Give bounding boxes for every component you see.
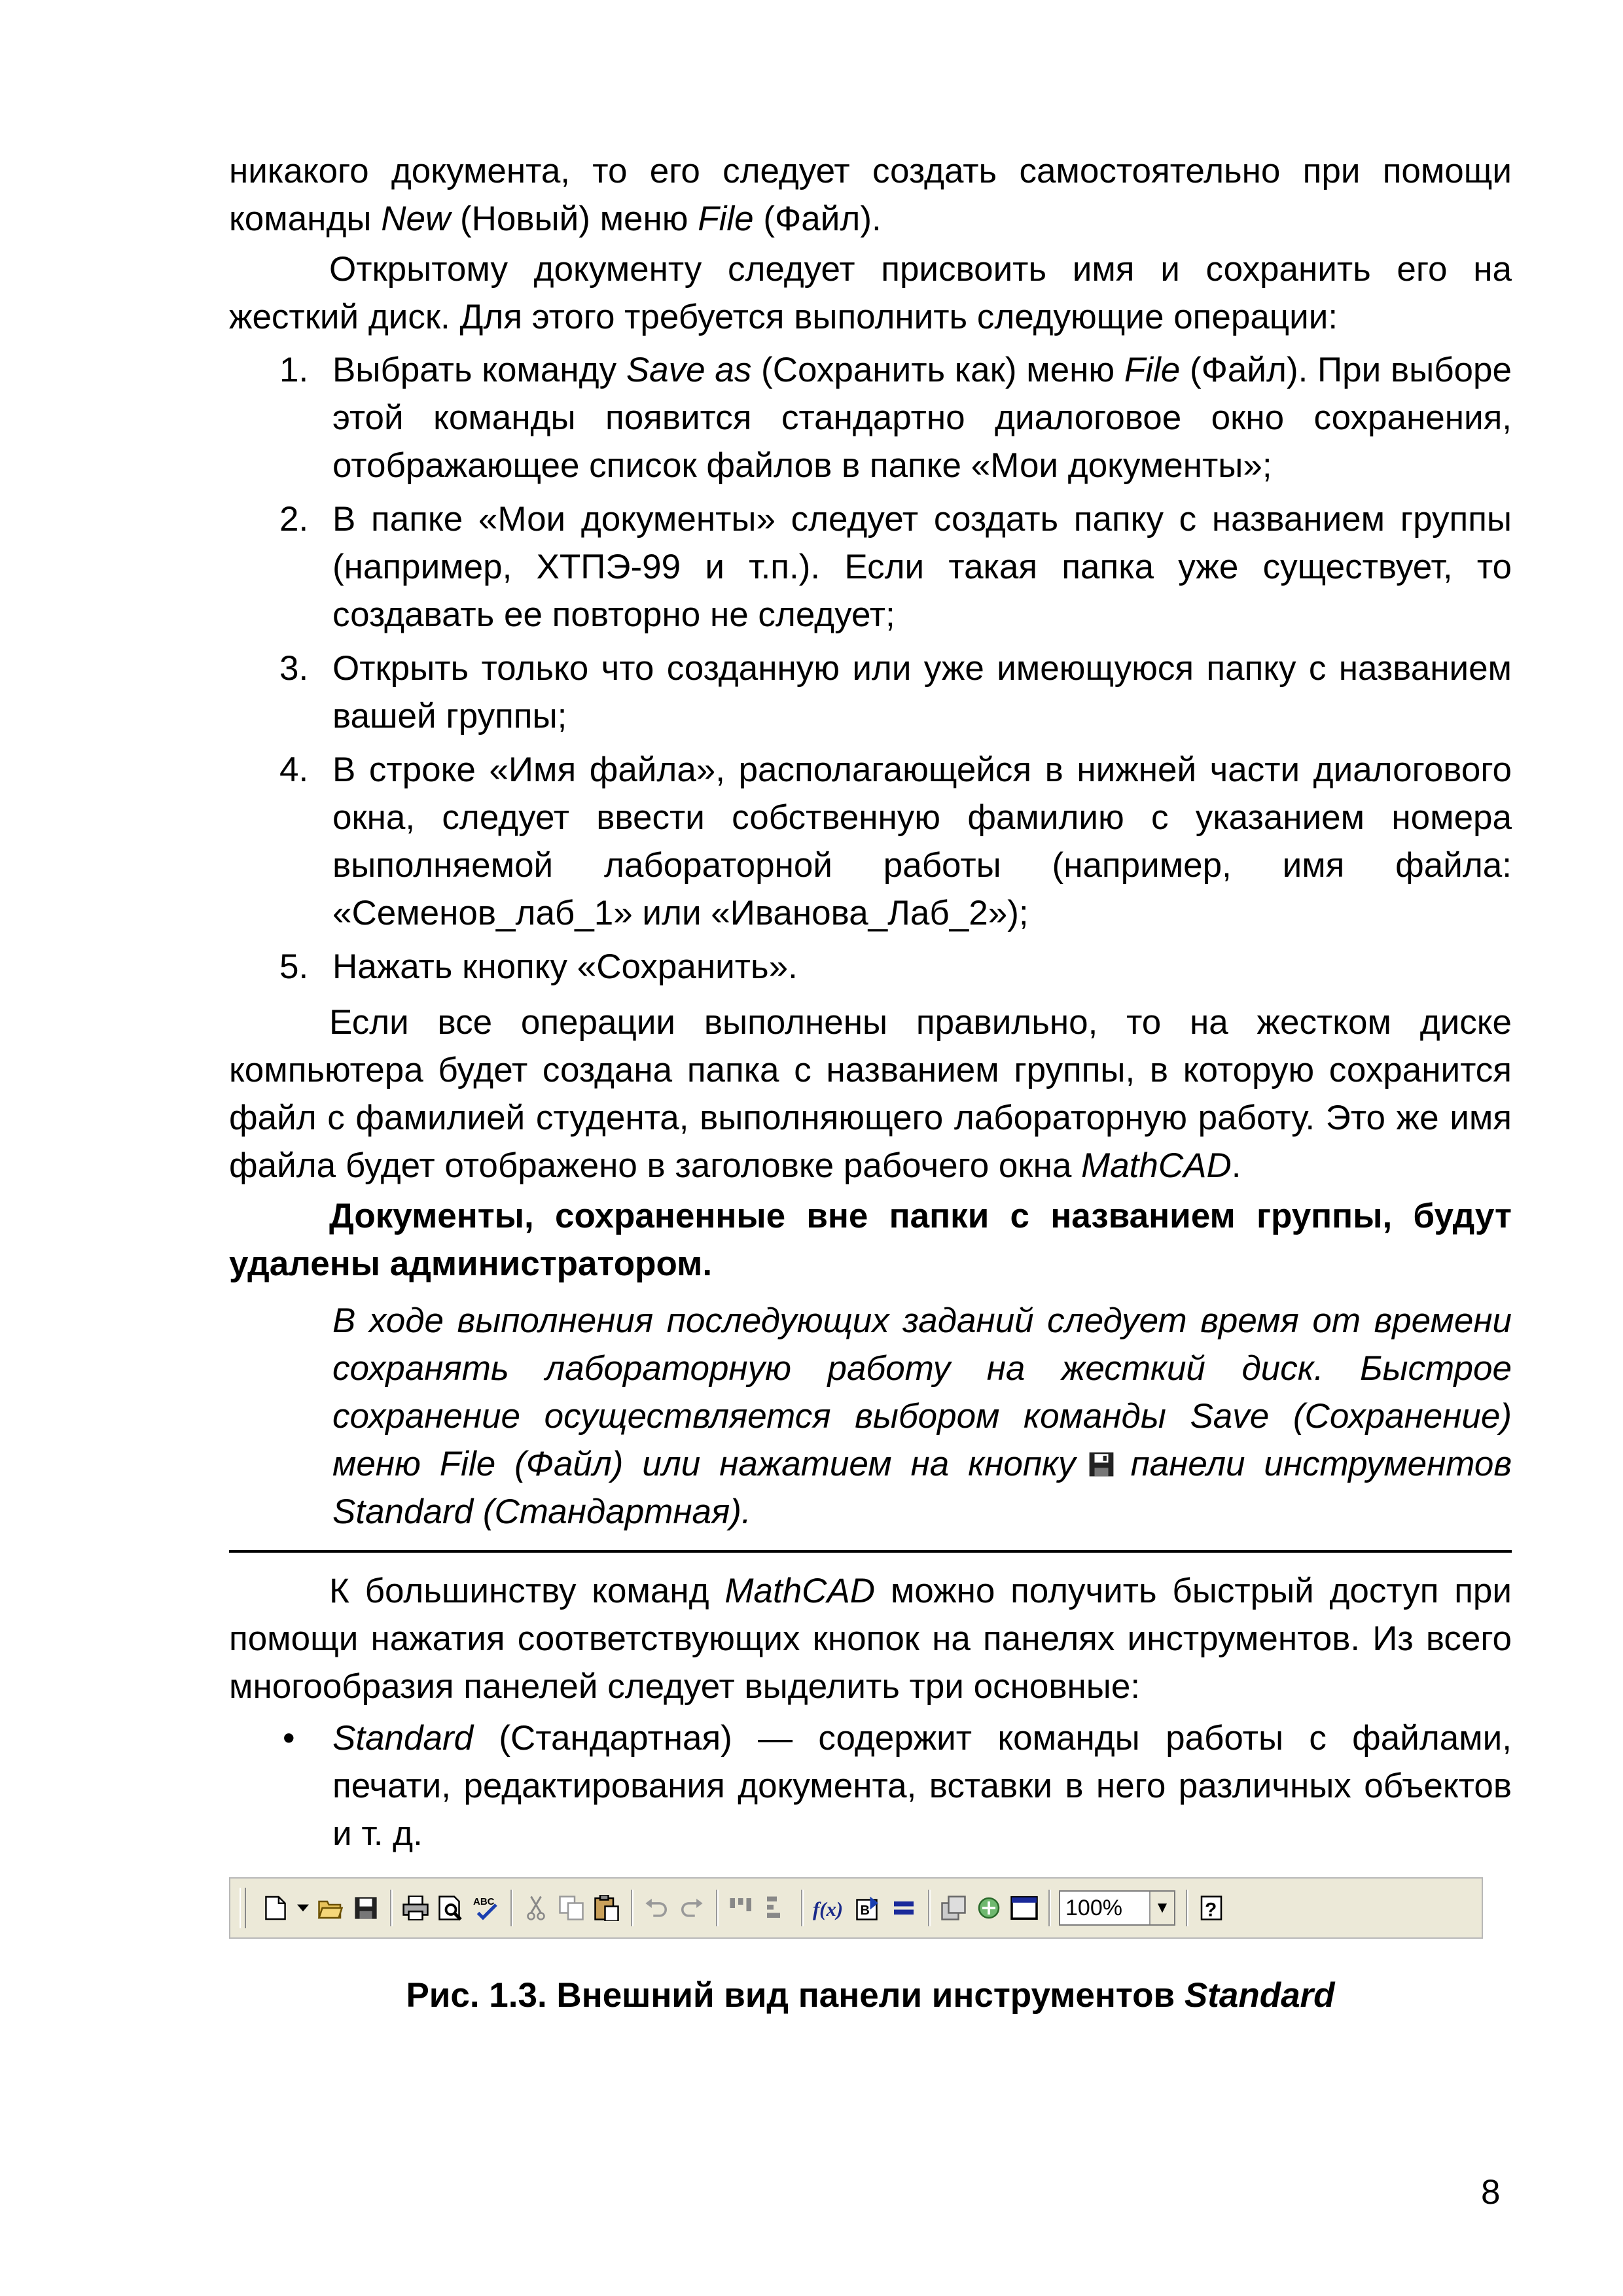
command-save-as: Save as — [626, 351, 752, 389]
component-wizard-icon[interactable] — [938, 1891, 969, 1925]
separator — [1186, 1890, 1188, 1926]
text: В ходе выполнения последующих заданий следует время от времени сохранять лабораторную работу на жесткий диск. Быстрое сохранение осуществляется выбором команды Save (Сохранение) меню File (Файл) или нажатием на кнопку — [332, 1301, 1512, 1483]
text: (Новый) меню — [450, 200, 698, 238]
save-icon[interactable] — [351, 1891, 381, 1925]
paragraph-4 — [229, 1567, 1512, 1710]
standard-toolbar — [229, 1877, 1483, 1939]
text: можно получить быстрый доступ при помощи нажатия соответствующих кнопок на панелях инструментов. Из всего многообразия панелей следует выделить три основные: — [229, 1572, 1512, 1706]
svg-text:ABC: ABC — [473, 1896, 495, 1907]
align-down-icon[interactable] — [762, 1891, 792, 1925]
zoom-combo[interactable] — [1059, 1890, 1175, 1926]
warning-paragraph: Документы, сохраненные вне папки с названием группы, будут удалены администратором. — [229, 1197, 1512, 1283]
caption-toolbar-name: Standard — [1184, 1976, 1335, 2015]
text: (Файл). При выборе этой команды появится стандартно диалоговое окно сохранения, отображающее список файлов в папке «Мои документы»; — [332, 351, 1512, 485]
figure-caption — [229, 1971, 1512, 2019]
list-number: 3. — [279, 649, 309, 688]
list-item — [229, 943, 1512, 991]
redo-icon[interactable] — [677, 1891, 707, 1925]
list-item — [229, 645, 1512, 740]
print-preview-icon[interactable] — [436, 1891, 466, 1925]
svg-text:?: ? — [1205, 1899, 1217, 1921]
list-number: 1. — [279, 351, 309, 389]
paragraph-2: Открытому документу следует присвоить имя и сохранить его на жесткий диск. Для этого требуется выполнить следующие операции: — [229, 250, 1512, 336]
toolbar-grip[interactable] — [240, 1888, 246, 1928]
app-name: MathCAD — [1081, 1146, 1232, 1185]
menu-file: File — [1124, 351, 1181, 389]
page-content — [229, 147, 1512, 2019]
list-number: 5. — [279, 947, 309, 986]
svg-text:f(x): f(x) — [813, 1898, 844, 1920]
separator — [631, 1890, 633, 1926]
text: панели инструментов Standard (Стандартная). — [332, 1445, 1512, 1531]
text: никакого документа, то его следует создать самостоятельно при помощи команды — [229, 152, 1512, 238]
open-icon[interactable] — [315, 1891, 346, 1925]
text: Выбрать команду — [332, 351, 626, 389]
new-icon[interactable] — [260, 1891, 291, 1925]
text: Если все операции выполнены правильно, то на жестком диске компьютера будет создана папка с названием группы, в которую сохранится файл с фамилией студента, выполняющего лабораторную работу. Это же имя файла будет отображено в заголовке рабочего окна — [229, 1003, 1512, 1185]
separator — [928, 1890, 931, 1926]
insert-unit-icon[interactable] — [853, 1891, 883, 1925]
text: В строке «Имя файла», располагающейся в нижней части диалогового окна, следует ввести собственную фамилию с указанием номера выполняемой лабораторной работы (например, имя файла: «Семенов_лаб_1» или «Иванова_Лаб_2»); — [332, 751, 1512, 932]
help-icon[interactable] — [1196, 1891, 1226, 1925]
text: (Стандартная) — содержит команды работы с файлами, печати, редактирования документа, вставки в него различных объектов и т. д. — [332, 1719, 1512, 1853]
spell-check-icon[interactable] — [471, 1891, 501, 1925]
separator — [801, 1890, 804, 1926]
list-item — [229, 1714, 1512, 1858]
text: (Файл). — [753, 200, 882, 238]
resource-center-icon[interactable] — [974, 1891, 1004, 1925]
command-new: New — [381, 200, 451, 238]
steps-list — [229, 346, 1512, 991]
note-paragraph — [229, 1297, 1512, 1536]
text: Открыть только что созданную или уже имеющуюся папку с названием вашей группы; — [332, 649, 1512, 735]
calculate-icon[interactable] — [889, 1891, 919, 1925]
window-icon[interactable] — [1009, 1891, 1039, 1925]
chevron-down-icon[interactable]: ▼ — [1149, 1892, 1174, 1924]
insert-function-icon[interactable] — [812, 1891, 848, 1925]
svg-text:B: B — [860, 1903, 870, 1918]
app-name: MathCAD — [724, 1572, 876, 1610]
list-number: 4. — [279, 751, 309, 789]
paragraph-1 — [229, 147, 1512, 243]
page-number: 8 — [1481, 2173, 1501, 2212]
list-item — [229, 346, 1512, 489]
dropdown-arrow-icon[interactable] — [296, 1891, 310, 1925]
paste-icon[interactable] — [592, 1891, 622, 1925]
text: . — [1231, 1146, 1241, 1185]
print-icon[interactable] — [401, 1891, 431, 1925]
bullet-list — [229, 1714, 1512, 1858]
align-across-icon[interactable] — [726, 1891, 757, 1925]
save-icon — [1088, 1443, 1115, 1470]
bullet-icon: • — [283, 1719, 295, 1757]
text: К большинству команд — [329, 1572, 725, 1610]
list-item — [229, 495, 1512, 639]
toolbar-name: Standard — [332, 1719, 474, 1757]
list-item — [229, 746, 1512, 937]
text: Нажать кнопку «Сохранить». — [332, 947, 798, 986]
zoom-value: 100% — [1065, 1895, 1122, 1920]
text: (Сохранить как) меню — [751, 351, 1124, 389]
copy-icon[interactable] — [556, 1891, 586, 1925]
text: В папке «Мои документы» следует создать папку с названием группы (например, ХТПЭ-99 и т.п.). Если такая папка уже существует, то создавать ее повторно не следует; — [332, 500, 1512, 634]
separator — [510, 1890, 513, 1926]
paragraph-3 — [229, 998, 1512, 1190]
separator — [1048, 1890, 1051, 1926]
separator — [390, 1890, 393, 1926]
list-number: 2. — [279, 500, 309, 539]
separator — [716, 1890, 719, 1926]
menu-file: File — [698, 200, 754, 238]
divider — [229, 1550, 1512, 1553]
cut-icon[interactable] — [521, 1891, 551, 1925]
undo-icon[interactable] — [641, 1891, 671, 1925]
caption-text: Рис. 1.3. Внешний вид панели инструментов — [406, 1976, 1185, 2015]
